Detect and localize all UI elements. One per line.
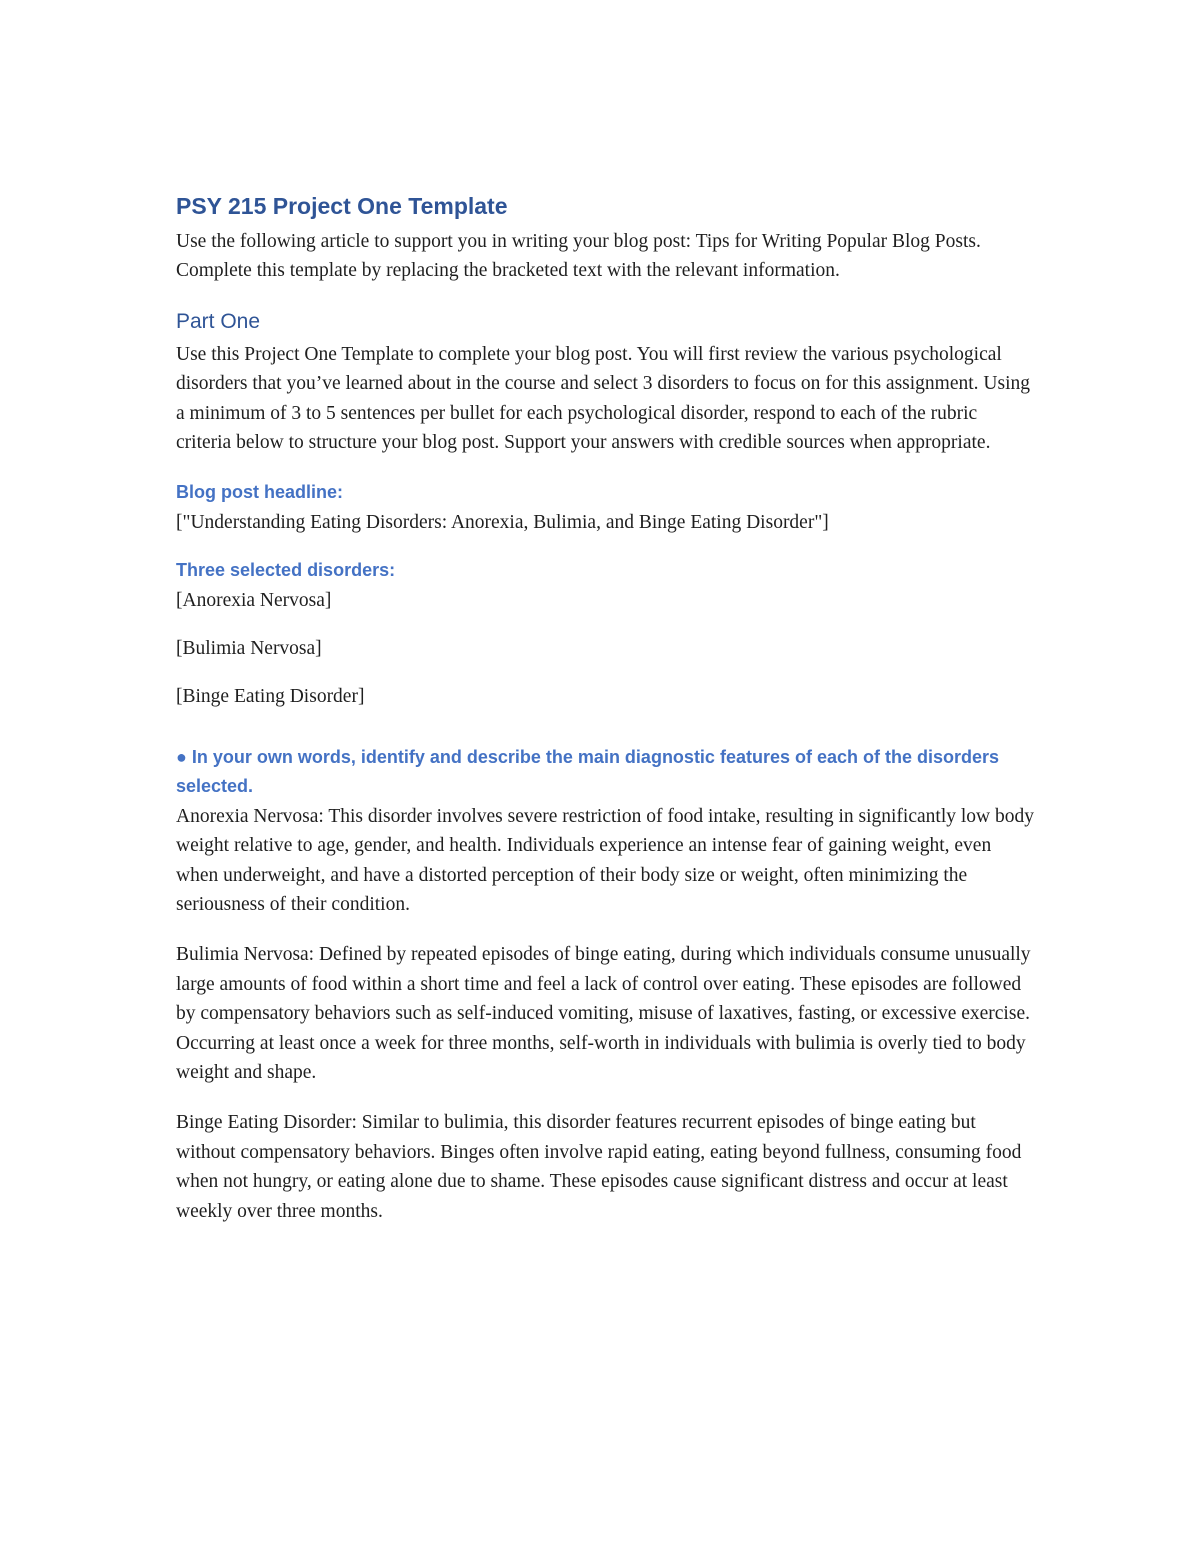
document-page — [176, 190, 1036, 1226]
diagnostic-prompt: ● In your own words, identify and describe the main diagnostic features of each of the disorders selected. — [176, 746, 1000, 797]
disorder-item-binge-eating: [Binge Eating Disorder] — [176, 686, 365, 708]
diagnostic-paragraph-anorexia: Anorexia Nervosa: This disorder involves severe restriction of food intake, resulting in significantly low body weight relative to age, gender, and health. Individuals experience an intense fear of gaining weight, even when underweight, and have a distorted perception of their body size or weight, often minimizing the seriousness of their condition. — [176, 805, 1034, 915]
headline-label: Blog post headline: — [176, 482, 344, 503]
headline-value: ["Understanding Eating Disorders: Anorexia, Bulimia, and Binge Eating Disorder"] — [176, 511, 829, 533]
part-one-instructions: Use this Project One Template to complete your blog post. You will first review the various psychological disorders that you’ve learned about in the course and select 3 disorders to focus on for this assignment. Using a minimum of 3 to 5 sentences per bullet for each psychological disorder, respond to each of the rubric criteria below to structure your blog post. Support your answers with credible sources when appropriate. — [176, 343, 1031, 454]
diagnostic-paragraph-binge-eating: Binge Eating Disorder: Similar to bulimia, this disorder features recurrent episodes of binge eating but without compensatory behaviors. Binges often involve rapid eating, eating beyond fullness, consuming food when not hungry, or eating alone due to shame. These episodes cause significant distress and occur at least weekly over three months. — [176, 1112, 1022, 1222]
disorder-item-bulimia: [Bulimia Nervosa] — [176, 638, 322, 660]
part-one-heading: Part One — [176, 309, 261, 333]
diagnostic-paragraph-bulimia: Bulimia Nervosa: Defined by repeated episodes of binge eating, during which individuals consume unusually large amounts of food within a short time and feel a lack of control over eating. These episodes are followed by compensatory behaviors such as self-induced vomiting, misuse of laxatives, fasting, or excessive exercise. Occurring at least once a week for three months, self-worth in individuals with bulimia is overly tied to body weight and shape. — [176, 944, 1031, 1083]
document-title: PSY 215 Project One Template — [176, 193, 508, 219]
intro-paragraph: Use the following article to support you in writing your blog post: Tips for Writing Popular Blog Posts. Complete this template by replacing the bracketed text with the relevant information. — [176, 231, 981, 282]
disorder-item-anorexia: [Anorexia Nervosa] — [176, 589, 332, 611]
disorders-label: Three selected disorders: — [176, 560, 396, 581]
